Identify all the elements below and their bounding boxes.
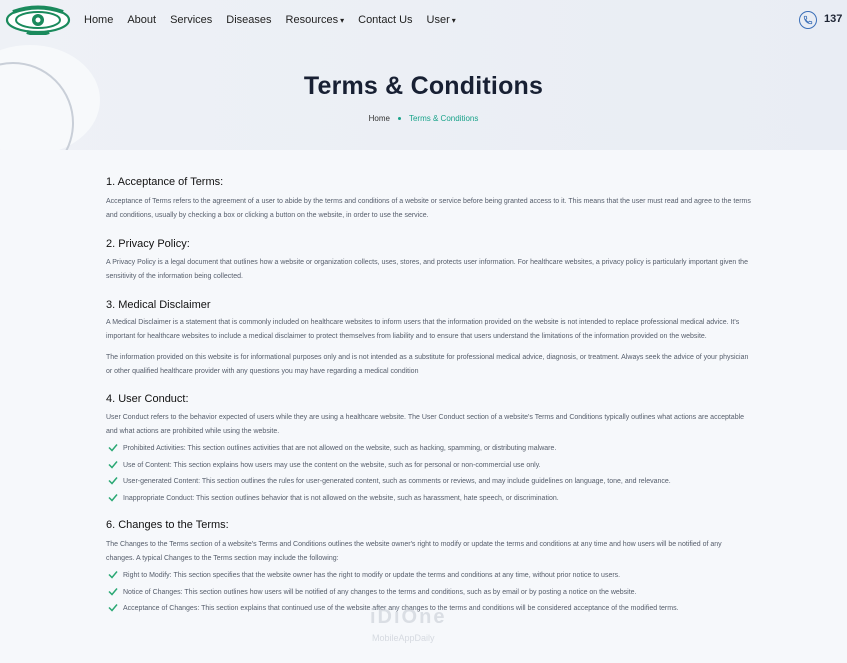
section-paragraph: A Privacy Policy is a legal document that outlines how a website or organization collects, uses, stores, and protects user information. For healthcare websites, a privacy policy is particularly important given the sensitivity of the information being collected. (106, 259, 748, 280)
breadcrumb-separator (398, 117, 401, 120)
list-item-text: Prohibited Activities: This section outlines activities that are not allowed on the website, such as hacking, spamming, or distributing malware. (123, 445, 557, 452)
list-item-text: Notice of Changes: This section outlines how users will be notified of any changes to the terms and conditions, such as by email or by posting a notice on the website. (123, 588, 637, 596)
nav-user[interactable] (427, 14, 456, 26)
terms-content (106, 176, 751, 619)
site-logo[interactable] (5, 5, 71, 35)
section-heading: 6. Changes to the Terms: (106, 519, 229, 531)
main-menu (84, 14, 470, 26)
breadcrumb-home[interactable]: Home (368, 114, 390, 123)
breadcrumb (0, 114, 847, 123)
check-icon (108, 460, 118, 469)
section-heading: 4. User Conduct: (106, 393, 189, 405)
nav-diseases[interactable]: Diseases (226, 14, 272, 26)
section-paragraph: Acceptance of Terms refers to the agreement of a user to abide by the terms and conditions of a website or service before being granted access to it. This means that the user must read and agree to the terms and conditions, usually by checking a box or clicking a button on the website, in order to use the service. (106, 198, 751, 219)
section-privacy (106, 238, 751, 283)
section-heading: 2. Privacy Policy: (106, 238, 190, 250)
nav-contact[interactable]: Contact Us (358, 14, 413, 26)
chevron-down-icon: ▾ (451, 16, 456, 25)
breadcrumb-current: Terms & Conditions (408, 114, 479, 123)
list-item (106, 492, 751, 506)
section-heading: 1. Acceptance of Terms: (106, 176, 224, 188)
section-acceptance (106, 176, 751, 222)
check-icon (108, 603, 118, 612)
watermark-sub: MobileAppDaily (372, 633, 435, 643)
list-item (106, 586, 751, 600)
page-title: Terms & Conditions (303, 72, 544, 100)
section-changes (106, 519, 751, 616)
section-heading: 3. Medical Disclaimer (106, 299, 211, 311)
list-item (106, 475, 751, 489)
section-user-conduct (106, 393, 751, 505)
check-icon (108, 587, 118, 596)
nav-user-label: User (426, 14, 450, 26)
list-item-text: User-generated Content: This section outlines the rules for user-generated content, such as comments or reviews, and may include guidelines on language, tone, and relevance. (123, 478, 671, 485)
list-item (106, 442, 751, 456)
section-paragraph: User Conduct refers to the behavior expected of users while they are using a healthcare website. The User Conduct section of a website's Terms and Conditions typically outlines what actions are acceptable and what actions are prohibited while using the website. (106, 414, 745, 435)
check-icon (108, 493, 118, 502)
phone-glyph-icon (803, 15, 813, 25)
nav-resources[interactable] (286, 14, 345, 26)
watermark: iDiOne (370, 606, 447, 628)
list-item-text: Acceptance of Changes: This section explains that continued use of the website after any changes to the terms and conditions will be considered acceptance of the modified terms. (123, 605, 679, 612)
check-icon (108, 570, 118, 579)
nav-resources-label: Resources (285, 14, 339, 26)
list-item-text: Use of Content: This section explains how users may use the content on the website, such as for personal or non-commercial use only. (123, 461, 541, 469)
section-paragraph: The Changes to the Terms section of a website's Terms and Conditions outlines the website owner's right to modify or update the terms and conditions at any time and how users will be notified of any changes. A typical Changes to the Terms section may include the following: (106, 541, 722, 562)
list-item-text: Right to Modify: This section specifies that the website owner has the right to modify or update the terms and conditions at any time, without prior notice to users. (123, 572, 621, 579)
nav-about[interactable]: About (127, 14, 157, 26)
nav-home[interactable]: Home (84, 14, 114, 26)
chevron-down-icon: ▾ (340, 16, 345, 25)
check-icon (108, 476, 118, 485)
list-item (106, 569, 751, 583)
nav-services[interactable]: Services (170, 14, 213, 26)
section-paragraph: The information provided on this website is for informational purposes only and is not intended as a substitute for professional medical advice, diagnosis, or treatment. Always seek the advice of your physician or other qualified healthcare provider with any questions you may have regarding a medical condition (106, 354, 749, 375)
conduct-list (106, 442, 751, 505)
top-navbar (0, 0, 847, 40)
phone-icon[interactable] (799, 11, 817, 29)
phone-number[interactable]: 137 (824, 13, 843, 25)
list-item-text: Inappropriate Conduct: This section outlines behavior that is not allowed on the website, such as harassment, hate speech, or discrimination. (123, 494, 559, 502)
eye-logo-icon (5, 5, 71, 35)
list-item (106, 459, 751, 473)
check-icon (108, 443, 118, 452)
section-medical-disclaimer (106, 299, 751, 378)
section-paragraph: A Medical Disclaimer is a statement that is commonly included on healthcare websites to inform users that the information provided on the website is not intended to replace professional medical advice. It's important for healthcare websites to include a medical disclaimer to protect themselves from liability and to ensure that users understand the limitations of the information provided on the website. (106, 319, 740, 340)
